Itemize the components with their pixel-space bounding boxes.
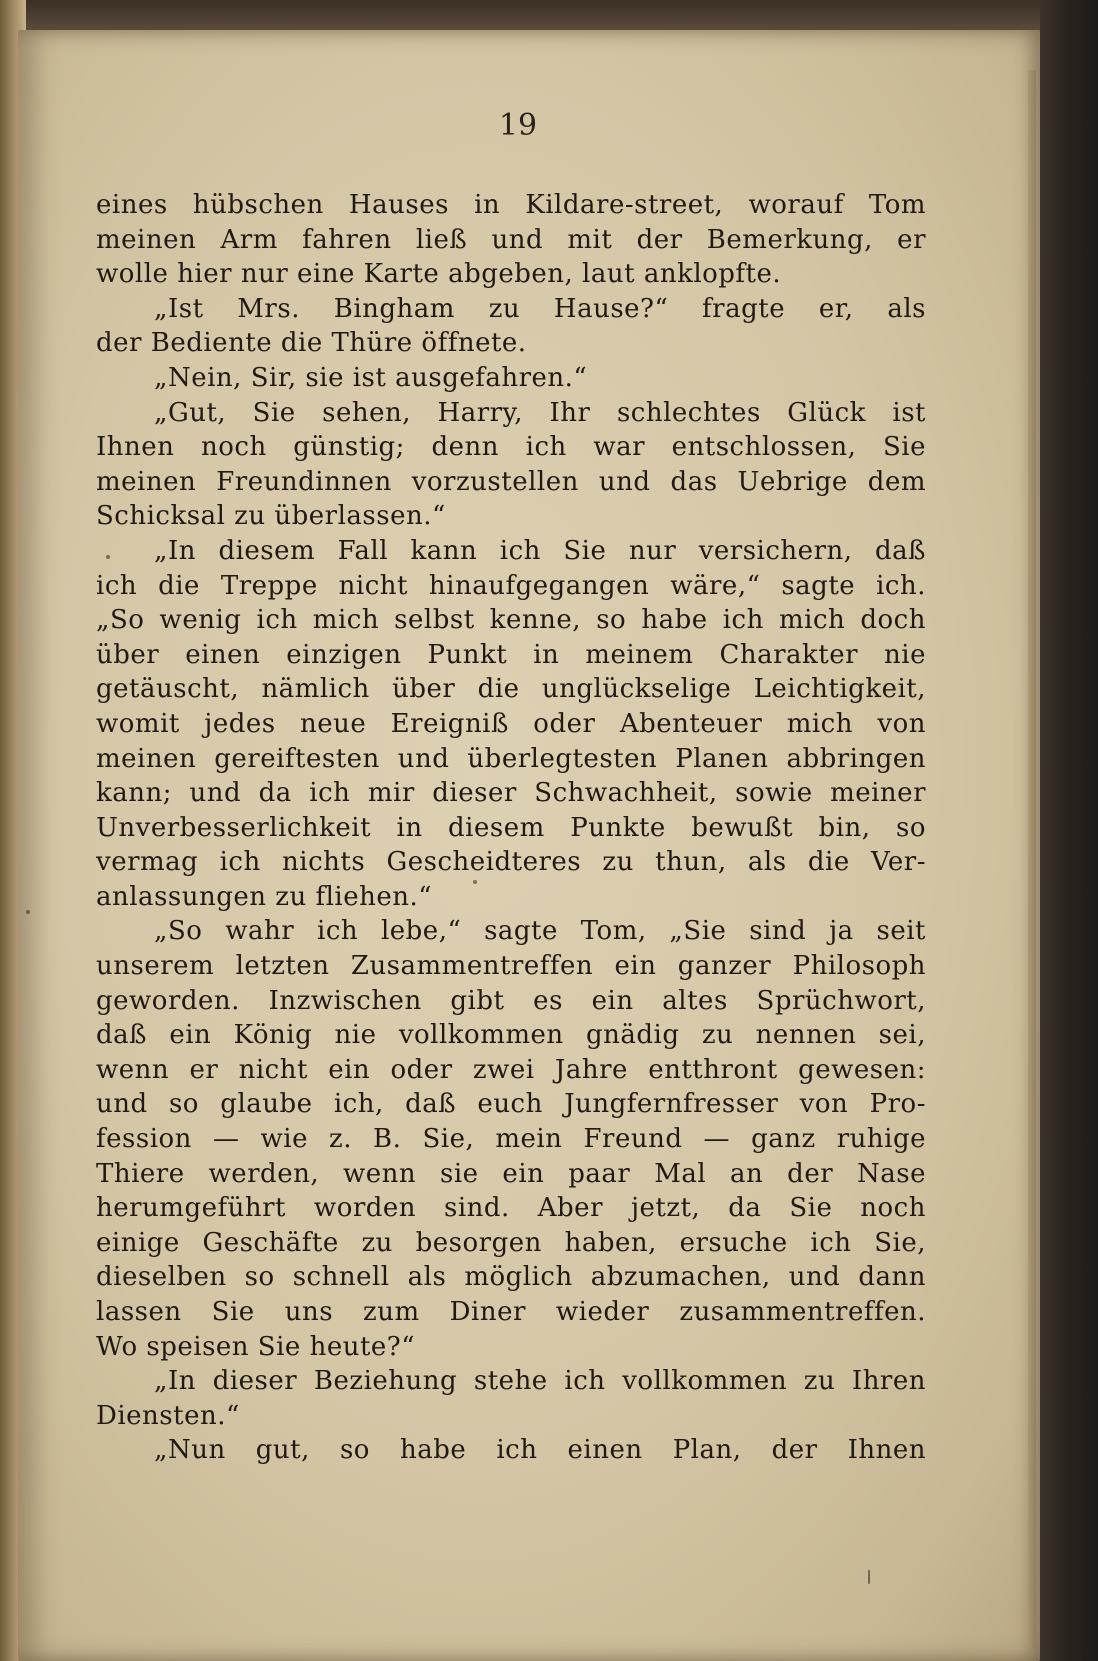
book-page — [18, 30, 1040, 1661]
text-line: „Nein, Sir, sie ist ausgefahren.“ — [154, 362, 588, 393]
text-line: womit jedes neue Ereigniß oder Abenteuer mich von — [96, 708, 926, 739]
text-line: daß ein König nie vollkommen gnädig zu nennen sei, — [96, 1020, 926, 1051]
text-line: „In dieser Beziehung stehe ich vollkommen zu Ihren — [154, 1366, 926, 1397]
text-line: „In diesem Fall kann ich Sie nur versichern, daß — [154, 535, 926, 566]
text-line: eines hübschen Hauses in Kildare-street, worauf Tom — [96, 190, 926, 220]
text-line: getäuscht, nämlich über die unglückselige Leichtigkeit, — [96, 674, 926, 705]
text-line: fession — wie z. B. Sie, mein Freund — ganz ruhige — [96, 1124, 926, 1155]
text-line: Ihnen noch günstig; denn ich war entschlossen, Sie — [96, 432, 926, 463]
text-line: vermag ich nichts Gescheidteres zu thun, als die Ver- — [96, 847, 926, 878]
text-line: ich die Treppe nicht hinaufgegangen wäre,“ sagte ich. — [96, 570, 926, 601]
page-number: 19 — [498, 108, 538, 143]
text-line: „Ist Mrs. Bingham zu Hause?“ fragte er, als — [154, 293, 926, 324]
text-line: Thiere werden, wenn sie ein paar Mal an der Nase — [96, 1158, 926, 1189]
paper-mark — [868, 1570, 870, 1584]
paper-speck — [26, 910, 30, 914]
text-line: und so glaube ich, daß euch Jungfernfresser von Pro- — [96, 1089, 926, 1120]
text-line: Schicksal zu überlassen.“ — [96, 501, 446, 532]
page-edge — [1028, 70, 1036, 1650]
text-line: dieselben so schnell als möglich abzumachen, und dann — [96, 1262, 926, 1293]
text-line: wolle hier nur eine Karte abgeben, laut anklopfte. — [96, 259, 782, 290]
paper-speck — [473, 880, 477, 884]
paper-speck — [106, 555, 110, 559]
text-line: über einen einzigen Punkt in meinem Charakter nie — [96, 639, 926, 670]
book-cover-edge — [1040, 0, 1098, 1661]
text-line: Wo speisen Sie heute?“ — [96, 1331, 416, 1362]
text-line: unserem letzten Zusammentreffen ein ganzer Philosoph — [96, 951, 926, 982]
text-line: „So wahr ich lebe,“ sagte Tom, „Sie sind ja seit — [154, 916, 926, 947]
text-line: Diensten.“ — [96, 1400, 240, 1431]
text-line: „Nun gut, so habe ich einen Plan, der Ihnen — [154, 1435, 926, 1466]
text-line: meinen Freundinnen vorzustellen und das Uebrige dem — [96, 466, 926, 497]
text-line: „So wenig ich mich selbst kenne, so habe ich mich doch — [96, 605, 926, 636]
text-line: herumgeführt worden sind. Aber jetzt, da Sie noch — [96, 1193, 926, 1224]
text-line: lassen Sie uns zum Diner wieder zusammentreffen. — [96, 1297, 926, 1327]
text-line: geworden. Inzwischen gibt es ein altes Sprüchwort, — [96, 985, 926, 1016]
text-line: meinen gereiftesten und überlegtesten Planen abbringen — [96, 743, 926, 774]
text-line: kann; und da ich mir dieser Schwachheit, sowie meiner — [96, 778, 926, 809]
text-line: „Gut, Sie sehen, Harry, Ihr schlechtes Glück ist — [154, 397, 926, 428]
text-line: Unverbesserlichkeit in diesem Punkte bewußt bin, so — [96, 812, 926, 843]
text-line: anlassungen zu fliehen.“ — [96, 881, 433, 912]
text-line: meinen Arm fahren ließ und mit der Bemerkung, er — [96, 224, 926, 255]
text-line: der Bediente die Thüre öffnete. — [96, 328, 527, 359]
text-line: wenn er nicht ein oder zwei Jahre entthront gewesen: — [96, 1054, 926, 1085]
page-body-text — [96, 188, 926, 1468]
text-line: einige Geschäfte zu besorgen haben, ersuche ich Sie, — [96, 1227, 926, 1258]
